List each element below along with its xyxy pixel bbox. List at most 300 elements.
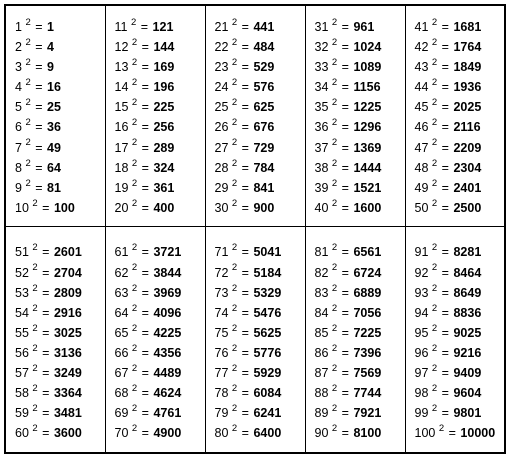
exponent: 2	[431, 362, 438, 374]
square-value: 5625	[253, 325, 282, 340]
exponent: 2	[431, 16, 438, 28]
square-entry	[15, 383, 105, 403]
equals-sign: =	[35, 120, 43, 135]
square-value: 100	[53, 200, 75, 215]
square-entry	[115, 363, 205, 383]
square-value: 7225	[353, 325, 382, 340]
square-entry	[215, 323, 305, 343]
base-number: 57	[15, 366, 29, 381]
square-entry	[115, 178, 205, 198]
square-value: 256	[153, 120, 175, 135]
base-number: 53	[15, 285, 29, 300]
square-value: 2025	[453, 100, 482, 115]
square-value: 81	[47, 180, 61, 195]
square-value: 9409	[453, 366, 482, 381]
base-number: 99	[414, 406, 429, 421]
equals-sign: =	[341, 305, 349, 320]
square-value: 4624	[153, 386, 182, 401]
square-entry	[15, 343, 105, 363]
square-value: 1156	[353, 80, 381, 95]
base-number: 50	[414, 200, 429, 215]
square-entry	[315, 158, 405, 178]
square-entry	[215, 97, 305, 117]
square-value: 3844	[153, 265, 182, 280]
square-entry	[215, 283, 305, 303]
square-entry	[15, 198, 105, 218]
base-number: 21	[214, 20, 229, 34]
equals-sign: =	[140, 20, 149, 34]
exponent: 2	[25, 177, 31, 189]
square-value: 9801	[453, 406, 482, 421]
equals-sign: =	[241, 140, 249, 155]
equals-sign: =	[141, 160, 149, 175]
square-entry	[15, 37, 105, 57]
exponent: 2	[131, 302, 138, 314]
exponent: 2	[331, 16, 338, 28]
square-entry	[115, 383, 205, 403]
square-value: 3249	[53, 366, 82, 381]
square-value: 6561	[353, 245, 382, 260]
square-entry	[215, 178, 305, 198]
base-number: 37	[314, 140, 329, 155]
exponent: 2	[131, 322, 138, 334]
equals-sign: =	[241, 305, 249, 320]
square-entry	[15, 363, 105, 383]
square-entry	[415, 323, 505, 343]
base-number: 29	[214, 180, 229, 195]
square-entry	[315, 178, 405, 198]
base-number: 77	[214, 366, 229, 381]
exponent: 2	[331, 177, 338, 189]
square-entry	[15, 303, 105, 323]
equals-sign: =	[141, 180, 149, 195]
exponent: 2	[25, 36, 31, 48]
square-value: 2401	[453, 180, 482, 195]
base-number: 61	[114, 245, 129, 260]
exponent: 2	[231, 242, 238, 254]
square-value: 64	[47, 160, 61, 175]
square-value: 5041	[253, 245, 282, 260]
exponent: 2	[331, 282, 338, 294]
square-value: 6241	[253, 406, 282, 421]
exponent: 2	[32, 197, 38, 209]
equals-sign: =	[42, 345, 50, 360]
exponent: 2	[431, 282, 438, 294]
equals-sign: =	[441, 200, 449, 215]
square-value: 7921	[353, 406, 382, 421]
exponent: 2	[131, 57, 138, 69]
base-number: 89	[314, 406, 329, 421]
base-number: 95	[414, 325, 429, 340]
equals-sign: =	[241, 406, 249, 421]
equals-sign: =	[441, 180, 449, 195]
exponent: 2	[231, 177, 238, 189]
square-value: 289	[153, 140, 175, 155]
base-number: 25	[214, 100, 229, 115]
base-number: 5	[15, 100, 22, 115]
equals-sign: =	[341, 180, 349, 195]
exponent: 2	[231, 157, 238, 169]
exponent: 2	[431, 177, 438, 189]
base-number: 80	[214, 426, 229, 441]
equals-sign: =	[42, 200, 50, 215]
square-value: 121	[152, 20, 174, 34]
equals-sign: =	[341, 406, 349, 421]
equals-sign: =	[441, 140, 449, 155]
base-number: 93	[414, 285, 429, 300]
square-value: 961	[353, 20, 375, 34]
exponent: 2	[231, 57, 238, 69]
exponent: 2	[331, 77, 338, 89]
table-cell	[5, 5, 105, 227]
square-entry	[115, 77, 205, 97]
base-number: 79	[214, 406, 229, 421]
equals-sign: =	[341, 245, 349, 260]
square-value: 5184	[253, 265, 282, 280]
equals-sign: =	[42, 426, 50, 441]
base-number: 59	[15, 406, 29, 421]
square-value: 4900	[153, 426, 182, 441]
equals-sign: =	[441, 100, 449, 115]
square-value: 9216	[453, 345, 482, 360]
base-number: 39	[314, 180, 329, 195]
exponent: 2	[231, 403, 238, 415]
base-number: 6	[15, 120, 22, 135]
square-entry	[15, 323, 105, 343]
base-number: 97	[414, 366, 429, 381]
equals-sign: =	[141, 80, 149, 95]
equals-sign: =	[441, 160, 449, 175]
exponent: 2	[32, 302, 38, 314]
equals-sign: =	[141, 406, 149, 421]
equals-sign: =	[341, 60, 349, 75]
base-number: 28	[214, 160, 229, 175]
square-value: 625	[253, 100, 275, 115]
base-number: 8	[15, 160, 22, 175]
equals-sign: =	[141, 200, 149, 215]
square-entry	[415, 158, 505, 178]
base-number: 55	[15, 325, 29, 340]
base-number: 41	[414, 20, 429, 34]
base-number: 92	[414, 265, 429, 280]
square-entry	[215, 158, 305, 178]
square-value: 4356	[153, 345, 182, 360]
equals-sign: =	[241, 265, 249, 280]
square-entry	[115, 158, 205, 178]
equals-sign: =	[35, 20, 43, 34]
equals-sign: =	[42, 285, 50, 300]
exponent: 2	[131, 242, 138, 254]
equals-sign: =	[341, 140, 349, 155]
square-value: 9025	[453, 325, 482, 340]
square-value: 484	[253, 40, 275, 55]
square-entry	[315, 17, 405, 37]
square-entry	[115, 57, 205, 77]
square-value: 676	[253, 120, 275, 135]
exponent: 2	[25, 137, 31, 149]
square-value: 144	[153, 40, 175, 55]
base-number: 35	[314, 100, 329, 115]
square-entry	[15, 283, 105, 303]
square-entry	[15, 77, 105, 97]
square-entry	[315, 198, 405, 218]
equals-sign: =	[341, 160, 349, 175]
exponent: 2	[131, 403, 138, 415]
equals-sign: =	[441, 20, 449, 34]
square-entry	[15, 178, 105, 198]
exponent: 2	[231, 342, 238, 354]
base-number: 70	[114, 426, 129, 441]
equals-sign: =	[241, 245, 249, 260]
base-number: 87	[314, 366, 329, 381]
equals-sign: =	[241, 40, 249, 55]
square-value: 1600	[353, 200, 382, 215]
equals-sign: =	[441, 345, 449, 360]
base-number: 48	[414, 160, 429, 175]
square-value: 2116	[453, 120, 481, 135]
square-entry	[215, 57, 305, 77]
exponent: 2	[131, 423, 138, 435]
exponent: 2	[431, 262, 438, 274]
base-number: 12	[114, 40, 129, 55]
square-entry	[15, 117, 105, 137]
base-number: 33	[314, 60, 329, 75]
square-value: 1681	[453, 20, 482, 34]
square-entry	[115, 117, 205, 137]
square-value: 2601	[53, 245, 82, 260]
square-entry	[415, 37, 505, 57]
base-number: 4	[15, 80, 22, 95]
equals-sign: =	[42, 386, 50, 401]
equals-sign: =	[341, 386, 349, 401]
square-entry	[115, 283, 205, 303]
square-value: 5329	[253, 285, 282, 300]
exponent: 2	[231, 362, 238, 374]
base-number: 40	[314, 200, 329, 215]
square-entry	[315, 423, 405, 443]
equals-sign: =	[141, 305, 149, 320]
square-value: 4	[47, 40, 54, 55]
table-cell	[305, 5, 405, 227]
exponent: 2	[32, 423, 38, 435]
exponent: 2	[231, 97, 238, 109]
exponent: 2	[131, 97, 138, 109]
base-number: 30	[214, 200, 229, 215]
square-value: 2304	[453, 160, 482, 175]
base-number: 91	[414, 245, 429, 260]
base-number: 84	[314, 305, 329, 320]
table-cell	[205, 5, 305, 227]
square-entry	[115, 423, 205, 443]
base-number: 67	[114, 366, 129, 381]
base-number: 73	[214, 285, 229, 300]
base-number: 94	[414, 305, 429, 320]
base-number: 64	[114, 305, 129, 320]
square-entry	[415, 17, 505, 37]
base-number: 19	[114, 180, 129, 195]
square-entry	[115, 242, 205, 262]
exponent: 2	[331, 423, 338, 435]
base-number: 81	[314, 245, 329, 260]
square-value: 2209	[453, 140, 482, 155]
exponent: 2	[131, 342, 138, 354]
square-value: 1849	[453, 60, 482, 75]
equals-sign: =	[341, 80, 349, 95]
equals-sign: =	[441, 60, 449, 75]
square-entry	[115, 37, 205, 57]
square-value: 784	[253, 160, 275, 175]
square-value: 8281	[453, 245, 482, 260]
equals-sign: =	[441, 366, 449, 381]
square-entry	[215, 263, 305, 283]
equals-sign: =	[441, 265, 449, 280]
square-entry	[415, 138, 505, 158]
exponent: 2	[32, 342, 38, 354]
square-entry	[415, 57, 505, 77]
equals-sign: =	[241, 120, 249, 135]
exponent: 2	[25, 157, 31, 169]
square-entry	[15, 138, 105, 158]
square-value: 441	[253, 20, 275, 34]
square-entry	[315, 97, 405, 117]
base-number: 38	[314, 160, 329, 175]
square-value: 7569	[353, 366, 382, 381]
exponent: 2	[32, 322, 38, 334]
squares-table	[4, 4, 506, 454]
square-entry	[315, 138, 405, 158]
base-number: 31	[314, 20, 329, 34]
base-number: 74	[214, 305, 229, 320]
square-entry	[315, 343, 405, 363]
base-number: 90	[314, 426, 329, 441]
equals-sign: =	[441, 325, 449, 340]
squares-table-body	[5, 5, 505, 453]
square-entry	[415, 303, 505, 323]
base-number: 78	[214, 386, 229, 401]
square-entry	[315, 57, 405, 77]
exponent: 2	[131, 177, 138, 189]
base-number: 51	[15, 245, 29, 260]
base-number: 65	[114, 325, 129, 340]
exponent: 2	[231, 423, 238, 435]
square-value: 1369	[353, 140, 382, 155]
exponent: 2	[231, 137, 238, 149]
base-number: 83	[314, 285, 329, 300]
base-number: 63	[114, 285, 129, 300]
exponent: 2	[431, 57, 438, 69]
exponent: 2	[431, 342, 438, 354]
equals-sign: =	[341, 285, 349, 300]
square-entry	[315, 283, 405, 303]
equals-sign: =	[341, 426, 349, 441]
base-number: 32	[314, 40, 329, 55]
square-value: 8836	[453, 305, 482, 320]
equals-sign: =	[341, 100, 349, 115]
equals-sign: =	[341, 40, 349, 55]
equals-sign: =	[241, 160, 249, 175]
base-number: 52	[15, 265, 29, 280]
base-number: 82	[314, 265, 329, 280]
square-value: 3025	[53, 325, 82, 340]
exponent: 2	[32, 242, 38, 254]
square-entry	[215, 383, 305, 403]
exponent: 2	[131, 382, 138, 394]
table-row-bottom	[5, 227, 505, 453]
equals-sign: =	[141, 285, 149, 300]
square-value: 1	[47, 20, 54, 34]
exponent: 2	[231, 117, 238, 129]
base-number: 68	[114, 386, 129, 401]
equals-sign: =	[341, 120, 349, 135]
square-entry	[215, 138, 305, 158]
square-entry	[215, 303, 305, 323]
square-value: 7744	[353, 386, 382, 401]
exponent: 2	[131, 197, 138, 209]
square-entry	[15, 263, 105, 283]
square-entry	[415, 403, 505, 423]
square-entry	[315, 403, 405, 423]
square-entry	[115, 263, 205, 283]
square-entry	[215, 363, 305, 383]
square-entry	[115, 138, 205, 158]
square-entry	[215, 37, 305, 57]
equals-sign: =	[448, 426, 456, 441]
square-value: 49	[47, 140, 61, 155]
square-value: 5476	[253, 305, 282, 320]
square-entry	[215, 423, 305, 443]
square-value: 4225	[153, 325, 182, 340]
equals-sign: =	[141, 265, 149, 280]
base-number: 86	[314, 345, 329, 360]
square-value: 8464	[453, 265, 482, 280]
square-value: 2500	[453, 200, 482, 215]
base-number: 14	[114, 80, 129, 95]
square-entry	[15, 97, 105, 117]
exponent: 2	[25, 117, 31, 129]
square-value: 1024	[353, 40, 382, 55]
base-number: 45	[414, 100, 429, 115]
square-value: 3481	[53, 406, 82, 421]
square-entry	[315, 37, 405, 57]
exponent: 2	[32, 262, 38, 274]
base-number: 72	[214, 265, 229, 280]
table-cell	[105, 227, 205, 453]
exponent: 2	[331, 157, 338, 169]
equals-sign: =	[341, 200, 349, 215]
equals-sign: =	[141, 40, 149, 55]
base-number: 24	[214, 80, 229, 95]
square-value: 3600	[53, 426, 82, 441]
equals-sign: =	[441, 80, 449, 95]
base-number: 76	[214, 345, 229, 360]
exponent: 2	[431, 77, 438, 89]
square-value: 1521	[353, 180, 382, 195]
square-value: 4096	[153, 305, 182, 320]
square-entry	[115, 303, 205, 323]
equals-sign: =	[35, 180, 43, 195]
equals-sign: =	[35, 60, 43, 75]
square-value: 4489	[153, 366, 182, 381]
base-number: 7	[15, 140, 22, 155]
exponent: 2	[131, 117, 138, 129]
equals-sign: =	[441, 120, 449, 135]
base-number: 16	[114, 120, 129, 135]
square-value: 529	[253, 60, 275, 75]
exponent: 2	[331, 302, 338, 314]
equals-sign: =	[241, 100, 249, 115]
base-number: 2	[15, 40, 22, 55]
equals-sign: =	[241, 285, 249, 300]
